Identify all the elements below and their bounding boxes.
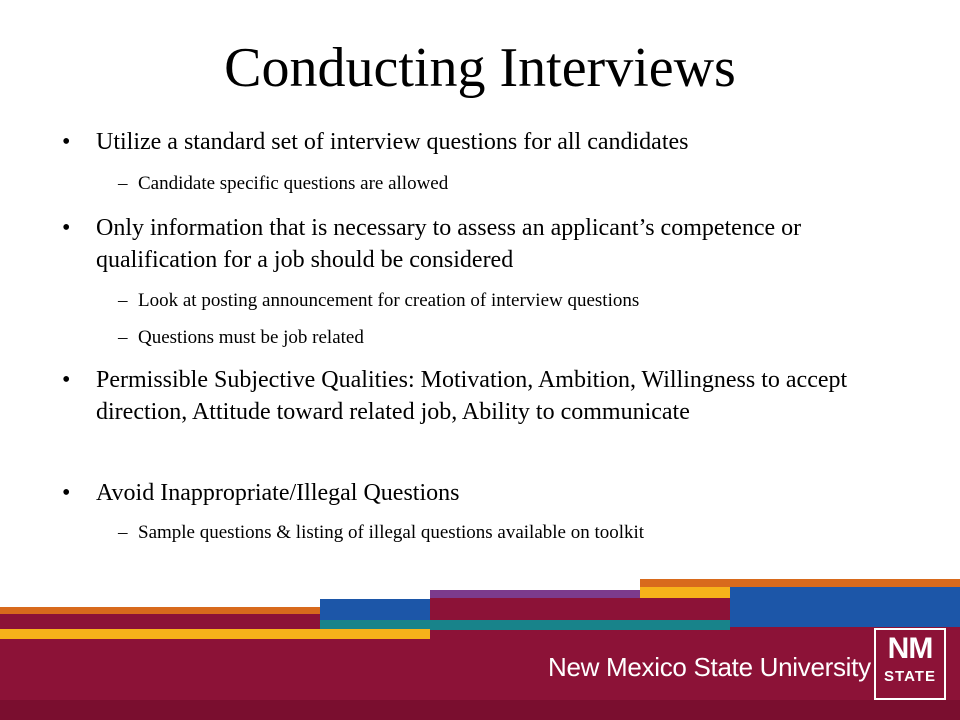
- slide-title: Conducting Interviews: [224, 37, 736, 99]
- bullet-item: [62, 364, 912, 428]
- bullet-marker: •: [62, 215, 71, 241]
- orange-stripe: [640, 579, 960, 587]
- bullet-marker: •: [62, 480, 71, 506]
- footer-banner: [0, 570, 960, 720]
- sub-bullet-marker: –: [118, 173, 128, 194]
- footer-stripes: [0, 570, 960, 720]
- bullet-item: [62, 126, 912, 158]
- blue-block: [730, 587, 960, 627]
- sub-bullet-marker: –: [118, 327, 128, 348]
- bullet-text: Utilize a standard set of interview questions for all candidates: [96, 129, 689, 155]
- sub-bullet-text: Sample questions & listing of illegal questions available on toolkit: [138, 522, 645, 543]
- bullet-marker: •: [62, 367, 71, 393]
- sub-bullet-item: [118, 171, 918, 197]
- logo-nm-text: NM: [887, 632, 933, 665]
- nmsu-logo: [874, 628, 946, 700]
- purple-stripe: [430, 590, 640, 598]
- blue-block: [320, 599, 430, 620]
- sub-bullet-item: [118, 288, 918, 314]
- bullet-item: [62, 212, 912, 276]
- crimson-block: [430, 598, 730, 620]
- sub-bullet-marker: –: [118, 290, 128, 311]
- crimson-band: [0, 614, 320, 629]
- sub-bullet-marker: –: [118, 522, 128, 543]
- gold-stripe: [0, 629, 430, 639]
- crimson-shadow: [0, 700, 960, 720]
- bullet-text: Only information that is necessary to assess an applicant’s competence or qualification for a job should be considered: [96, 215, 802, 273]
- orange-stripe: [0, 607, 320, 614]
- teal-stripe: [320, 620, 730, 630]
- sub-bullet-text: Look at posting announcement for creation of interview questions: [138, 290, 640, 311]
- bullet-text: Avoid Inappropriate/Illegal Questions: [96, 480, 460, 506]
- sub-bullet-text: Questions must be job related: [138, 327, 364, 348]
- bullet-marker: •: [62, 129, 71, 155]
- logo-state-text: STATE: [884, 668, 936, 685]
- gold-stripe: [640, 587, 730, 599]
- sub-bullet-text: Candidate specific questions are allowed: [138, 173, 449, 194]
- university-name: New Mexico State University: [548, 652, 871, 682]
- bullet-item: [62, 477, 912, 509]
- bullet-text: Permissible Subjective Qualities: Motivation, Ambition, Willingness to accept direction, Attitude toward related job, Ability to communicate: [96, 367, 848, 425]
- sub-bullet-item: [118, 520, 918, 546]
- sub-bullet-item: [118, 325, 918, 351]
